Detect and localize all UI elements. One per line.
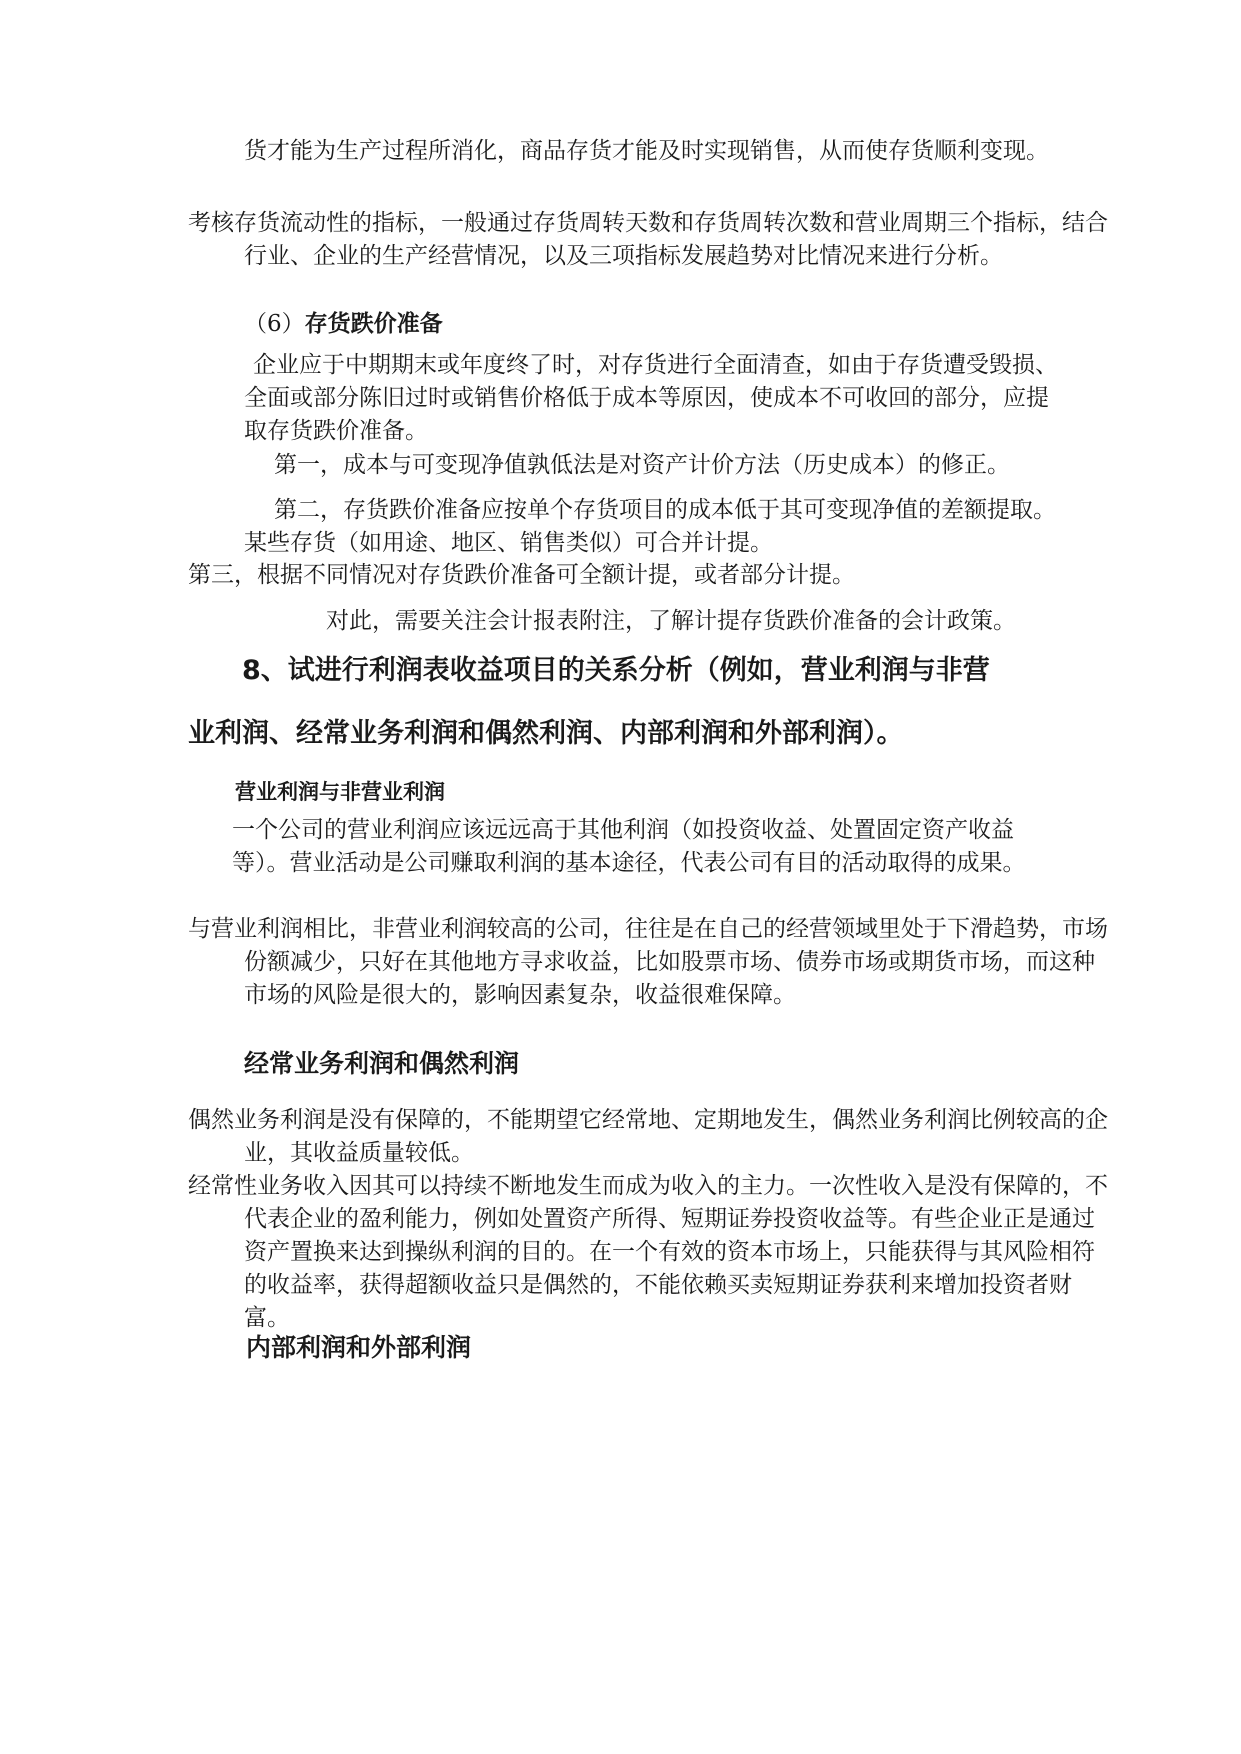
paragraph-incidental-profit: 偶然业务利润是没有保障的，不能期望它经常地、定期地发生，偶然业务利润比例较高的企业，其收益质量较低。 bbox=[188, 1107, 1108, 1166]
heading-operating-vs-nonoperating: 营业利润与非营业利润 bbox=[235, 780, 445, 804]
paragraph-operating-profit: 一个公司的营业利润应该远远高于其他利润（如投资收益、处置固定资产收益等）。营业活动是公司赚取利润的基本途径，代表公司有目的活动取得的成果。 bbox=[232, 817, 1026, 876]
section-6-number: （6） bbox=[244, 311, 305, 337]
paragraph-inventory-liquidity-indicators: 考核存货流动性的指标，一般通过存货周转天数和存货周转次数和营业周期三个指标，结合行业、企业的生产经营情况，以及三项指标发展趋势对比情况来进行分析。 bbox=[188, 210, 1108, 269]
question-8-line-2: 业利润、经常业务利润和偶然利润、内部利润和外部利润）。 bbox=[188, 718, 904, 749]
paragraph-note-accounting-policy: 对此，需要关注会计报表附注，了解计提存货跌价准备的会计政策。 bbox=[326, 608, 1016, 634]
question-8-line-1: 8、试进行利润表收益项目的关系分析（例如，营业利润与非营 bbox=[242, 655, 990, 686]
paragraph-regular-business-income: 经常性业务收入因其可以持续不断地发生而成为收入的主力。一次性收入是没有保障的，不代表企业的盈利能力，例如处置资产所得、短期证券投资收益等。有些企业正是通过资产置换来达到操纵利润的目的。在一个有效的资本市场上，只能获得与其风险相符的收益率，获得超额收益只是偶然的，不能依赖买卖短期证券获利来增加投资者财富。 bbox=[188, 1173, 1108, 1331]
heading-regular-vs-incidental: 经常业务利润和偶然利润 bbox=[244, 1049, 520, 1078]
section-6-title: 存货跌价准备 bbox=[304, 311, 443, 337]
section-6-heading bbox=[244, 308, 1064, 341]
paragraph-inventory-impairment: 企业应于中期期末或年度终了时，对存货进行全面清查，如由于存货遭受毁损、全面或部分陈旧过时或销售价格低于成本等原因，使成本不可收回的部分，应提取存货跌价准备。 bbox=[244, 352, 1058, 444]
paragraph-point-second: 第二，存货跌价准备应按单个存货项目的成本低于其可变现净值的差额提取。某些存货（如用途、地区、销售类似）可合并计提。 bbox=[244, 497, 1056, 556]
paragraph-nonoperating-profit: 与营业利润相比，非营业利润较高的公司，往往是在自己的经营领域里处于下滑趋势，市场份额减少，只好在其他地方寻求收益，比如股票市场、债券市场或期货市场，而这种市场的风险是很大的，影响因素复杂，收益很难保障。 bbox=[188, 916, 1108, 1008]
paragraph-inventory-realization: 货才能为生产过程所消化，商品存货才能及时实现销售，从而使存货顺利变现。 bbox=[244, 138, 1049, 164]
heading-internal-vs-external: 内部利润和外部利润 bbox=[246, 1333, 472, 1362]
paragraph-point-third: 第三，根据不同情况对存货跌价准备可全额计提，或者部分计提。 bbox=[188, 562, 855, 588]
paragraph-point-first: 第一，成本与可变现净值孰低法是对资产计价方法（历史成本）的修正。 bbox=[274, 452, 1010, 478]
